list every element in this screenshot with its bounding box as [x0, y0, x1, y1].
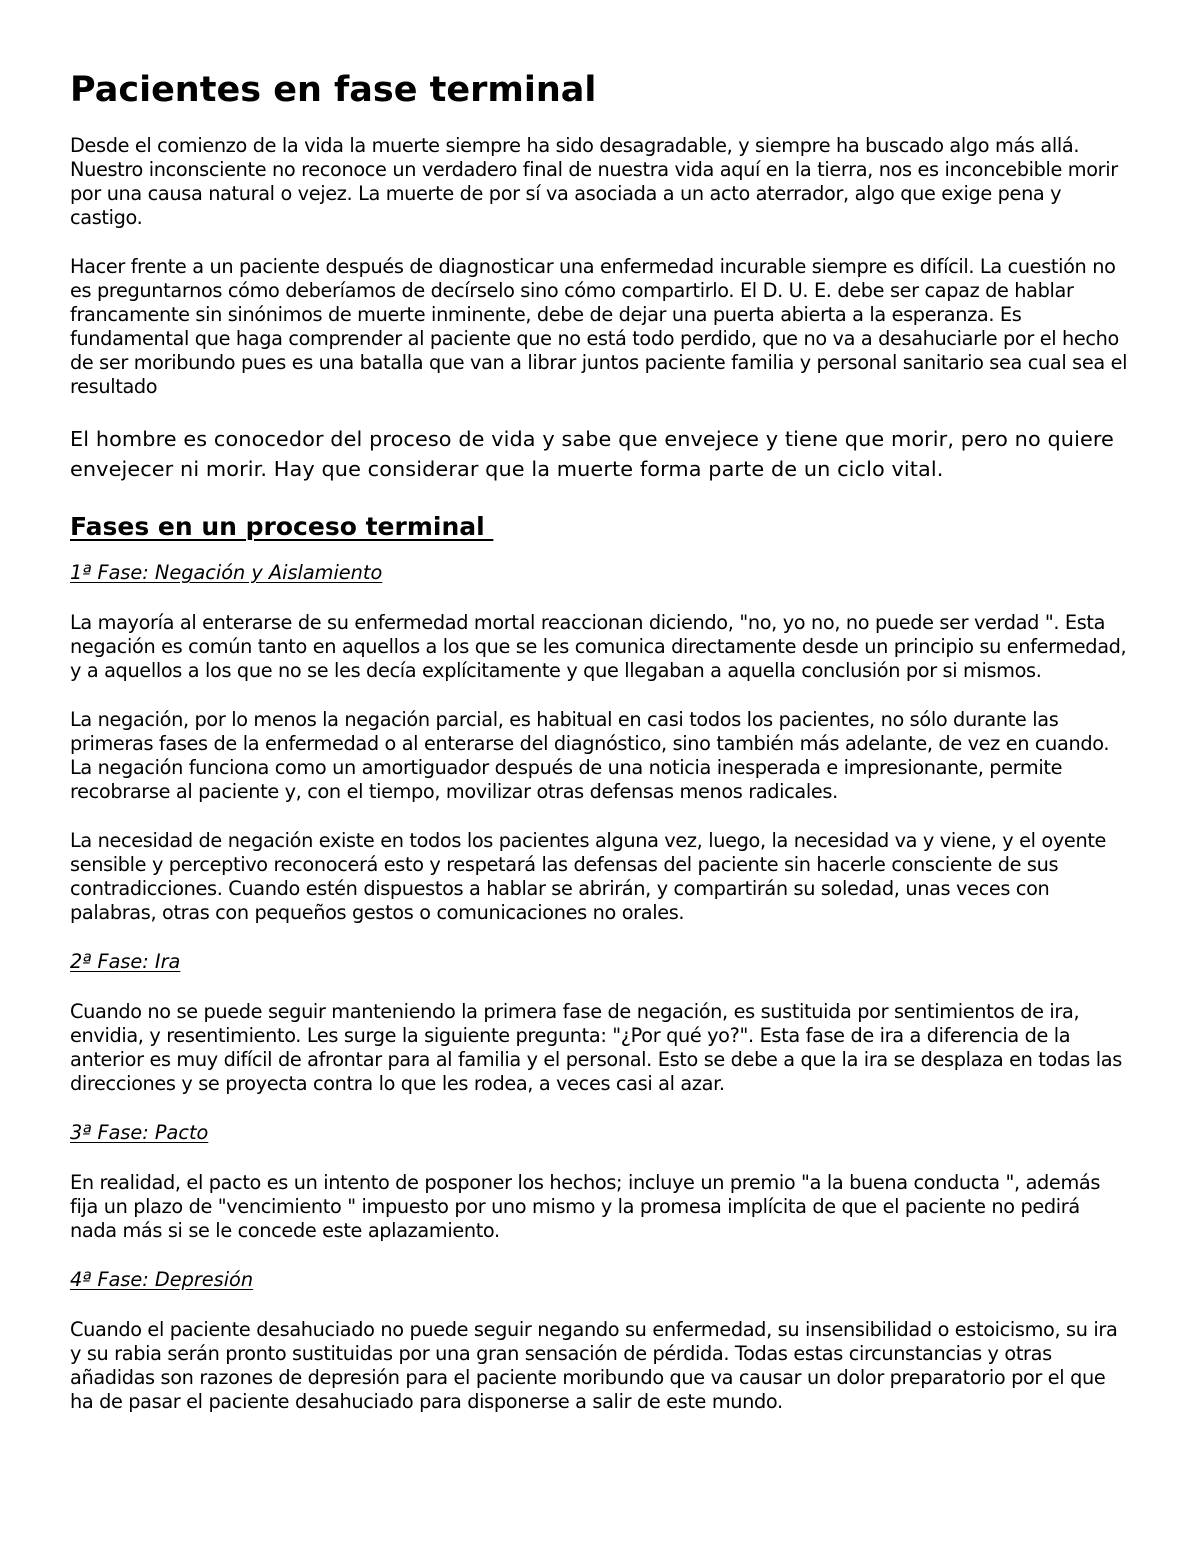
document-page	[70, 68, 1132, 1439]
intro-paragraph-2: Hacer frente a un paciente después de diagnosticar una enfermedad incurable siempre es difícil. La cuestión no es preguntarnos cómo deberíamos de decírselo sino cómo compartirlo. El D. U. E. debe ser capaz de hablar francamente sin sinónimos de muerte inminente, debe de dejar una puerta abierta a la esperanza. Es fundamental que haga comprender al paciente que no está todo perdido, que no va a desahuciarle por el hecho de ser moribundo pues es una batalla que van a librar juntos paciente familia y personal sanitario sea cual sea el resultado	[70, 255, 1128, 398]
intro-paragraph-3: El hombre es conocedor del proceso de vida y sabe que envejece y tiene que morir, pero no quiere envejecer ni morir. Hay que considerar que la muerte forma parte de un ciclo vital.	[70, 427, 1114, 481]
phase-heading-1: 1ª Fase: Negación y Aislamiento	[70, 561, 383, 584]
phase-1-paragraph-2: La negación, por lo menos la negación parcial, es habitual en casi todos los pacientes, no sólo durante las primeras fases de la enfermedad o al enterarse del diagnóstico, sino también más adelante, de vez en cuando. La negación funciona como un amortiguador después de una noticia inesperada e impresionante, permite recobrarse al paciente y, con el tiempo, movilizar otras defensas menos radicales.	[70, 708, 1110, 803]
page-title: Pacientes en fase terminal	[70, 70, 597, 110]
phase-3-paragraph-1: En realidad, el pacto es un intento de posponer los hechos; incluye un premio "a la buena conducta ", además fija un plazo de "vencimiento " impuesto por uno mismo y la promesa implícita de que el paciente no pedirá nada más si se le concede este aplazamiento.	[70, 1171, 1101, 1242]
phase-heading-4: 4ª Fase: Depresión	[70, 1268, 254, 1291]
phase-heading-2: 2ª Fase: Ira	[70, 950, 181, 973]
phase-heading-3: 3ª Fase: Pacto	[70, 1121, 209, 1144]
phase-4-paragraph-1: Cuando el paciente desahuciado no puede seguir negando su enfermedad, su insensibilidad o estoicismo, su ira y su rabia serán pronto sustituidas por una gran sensación de pérdida. Todas estas circunstancias y otras añadidas son razones de depresión para el paciente moribundo que va causar un dolor preparatorio por el que ha de pasar el paciente desahuciado para disponerse a salir de este mundo.	[70, 1318, 1118, 1413]
section-title: Fases en un proceso terminal	[70, 512, 494, 541]
phase-1-paragraph-3: La necesidad de negación existe en todos los pacientes alguna vez, luego, la necesidad va y viene, y el oyente sensible y perceptivo reconocerá esto y respetará las defensas del paciente sin hacerle consciente de sus contradicciones. Cuando estén dispuestos a hablar se abrirán, y compartirán su soledad, unas veces con palabras, otras con pequeños gestos o comunicaciones no orales.	[70, 829, 1107, 924]
phase-2-paragraph-1: Cuando no se puede seguir manteniendo la primera fase de negación, es sustituida por sentimientos de ira, envidia, y resentimiento. Les surge la siguiente pregunta: "¿Por qué yo?". Esta fase de ira a diferencia de la anterior es muy difícil de afrontar para al familia y el personal. Esto se debe a que la ira se desplaza en todas las direcciones y se proyecta contra lo que les rodea, a veces casi al azar.	[70, 1000, 1122, 1095]
phase-1-paragraph-1: La mayoría al enterarse de su enfermedad mortal reaccionan diciendo, "no, yo no, no puede ser verdad ". Esta negación es común tanto en aquellos a los que se les comunica directamente desde un principio su enfermedad, y a aquellos a los que no se les decía explícitamente y que llegaban a aquella conclusión por si mismos.	[70, 611, 1127, 682]
intro-paragraph-1: Desde el comienzo de la vida la muerte siempre ha sido desagradable, y siempre ha buscado algo más allá. Nuestro inconsciente no reconoce un verdadero final de nuestra vida aquí en la tierra, nos es inconcebible morir por una causa natural o vejez. La muerte de por sí va asociada a un acto aterrador, algo que exige pena y castigo.	[70, 134, 1118, 229]
